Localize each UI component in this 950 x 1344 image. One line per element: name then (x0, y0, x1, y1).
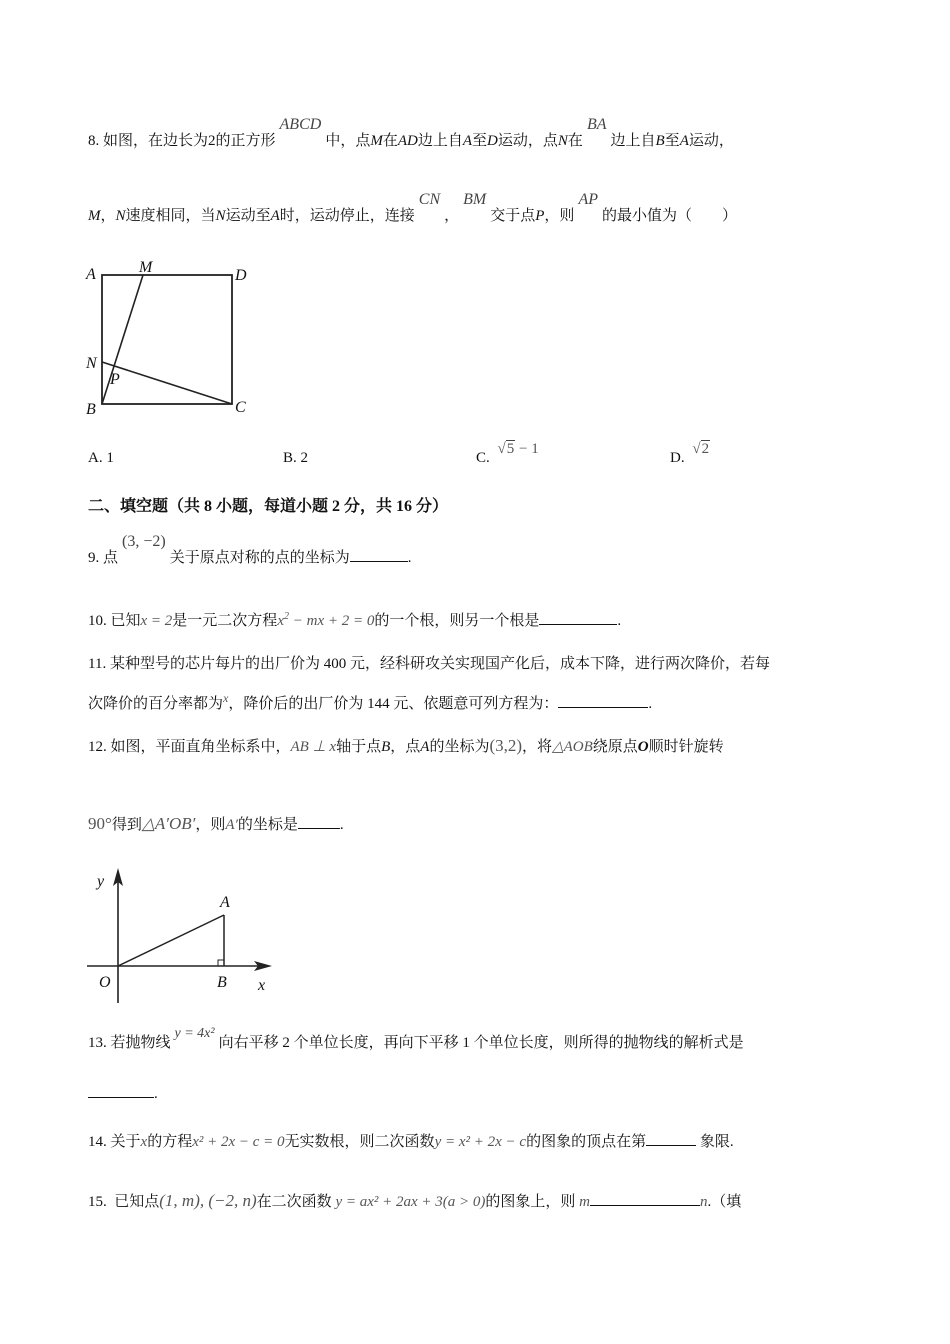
text: 若抛物线 (110, 1035, 171, 1051)
text: 的图象的顶点在第 (526, 1134, 647, 1150)
math-m: M (88, 208, 101, 224)
text: 如图，平面直角坐标系中， (110, 739, 291, 755)
math-m: m (579, 1194, 590, 1210)
math-coord: (3,2) (489, 736, 523, 755)
label-b: B (86, 401, 96, 418)
math-points: (1, m), (−2, n) (159, 1191, 257, 1210)
math-equation: x² + 2x − c = 0 (192, 1134, 285, 1150)
label-b: B (217, 974, 227, 991)
math-o: O (637, 739, 649, 755)
text: . (339, 817, 344, 833)
option-value-sqrt5-minus-1: √5 − 1 (497, 441, 539, 457)
text: 中，点 (325, 133, 371, 149)
question-number: 10. (88, 613, 111, 629)
text: 点 (103, 550, 119, 566)
math-function: y = x² + 2x − c (434, 1134, 527, 1150)
text: 运动，点 (497, 133, 558, 149)
math-ab-perp-x: AB ⊥ x (290, 739, 337, 755)
text: 的正方形 (215, 133, 276, 149)
math-n: N (115, 208, 126, 224)
math-triangle-aob: △AOB (552, 739, 593, 755)
math-p: P (535, 208, 545, 224)
segment-oa (118, 915, 224, 966)
text: 2 (208, 133, 216, 149)
math-m: M (370, 133, 383, 149)
math-angle: 90° (88, 814, 112, 833)
option-value: 1 (106, 450, 114, 466)
text: 无实数根，则二次函数 (284, 1134, 435, 1150)
option-letter: A. (88, 450, 103, 466)
radicand: 2 (701, 441, 710, 457)
text: 次降价的百分率都为 (88, 696, 224, 712)
text: 顺时针旋转 (648, 739, 724, 755)
label-d: D (235, 267, 247, 284)
text: 边上自 (417, 133, 463, 149)
math-d: D (487, 133, 498, 149)
text: ，点 (390, 739, 421, 755)
math-x: x (223, 691, 229, 705)
math-ba: BA (586, 116, 607, 133)
text: 的坐标是 (237, 817, 298, 833)
text: 在 (567, 133, 583, 149)
math-b: B (381, 739, 391, 755)
text: 交于点 (490, 208, 536, 224)
text: . (648, 696, 653, 712)
q14-line (88, 1131, 734, 1152)
question-number: 14. (88, 1134, 111, 1150)
text: 如图，在边长为 (103, 133, 209, 149)
text: 绕原点 (592, 739, 638, 755)
question-number: 9. (88, 550, 103, 566)
text: 的一个根，则另一个根是 (374, 613, 540, 629)
text: 运动， (688, 133, 734, 149)
label-y: y (97, 873, 105, 890)
label-c: C (235, 399, 246, 416)
text: ，将 (522, 739, 553, 755)
text: 关于原点对称的点的坐标为 (169, 550, 350, 566)
text: 轴于点 (336, 739, 382, 755)
answer-blank[interactable] (646, 1131, 696, 1146)
label-m: M (139, 259, 153, 276)
text: 运动至 (225, 208, 271, 224)
math-point: (3, −2) (122, 533, 166, 550)
text: 是一元二次方程 (172, 613, 278, 629)
exponent: 2 (283, 611, 289, 622)
math-a: A (679, 133, 689, 149)
text: 边上自 (610, 133, 656, 149)
math-x: x (140, 1134, 148, 1150)
text: 速度相同，当 (125, 208, 216, 224)
text: 时，运动停止，连接 (279, 208, 415, 224)
q11-line1: 11. 某种型号的芯片每片的出厂价为 400 元，经科研攻关实现国产化后，成本下降，进行两次降价，若每 (88, 656, 770, 672)
q13-line2 (88, 1083, 158, 1104)
math-n: N (215, 208, 226, 224)
question-number: 8. (88, 133, 103, 149)
text: ， (100, 208, 116, 224)
label-o: O (99, 974, 111, 991)
math-n: n (700, 1194, 708, 1210)
text: 的方程 (147, 1134, 193, 1150)
answer-blank[interactable] (88, 1083, 154, 1098)
math-function: y = ax² + 2ax + 3(a > 0) (335, 1194, 486, 1210)
text: 向右平移 2 个单位长度，再向下平移 1 个单位长度，则所得的抛物线的解析式是 (218, 1035, 744, 1051)
math-n: N (557, 133, 568, 149)
q13-line1 (88, 1026, 744, 1054)
question-number: 15. (88, 1194, 111, 1210)
label-n: N (86, 355, 97, 372)
text: .（填 (707, 1194, 742, 1210)
label-p: P (110, 371, 120, 388)
section-heading: 二、填空题（共 8 小题，每道小题 2 分，共 16 分） (88, 498, 449, 515)
math-a: A (420, 739, 430, 755)
math-cn: CN (418, 191, 441, 208)
math-x-eq-2: x = 2 (140, 613, 173, 629)
math-ap: AP (578, 191, 598, 208)
text: ，则 (195, 817, 226, 833)
text: 象限. (699, 1134, 734, 1150)
math-ad: AD (397, 133, 418, 149)
text: ，则 (544, 208, 575, 224)
text: 已知 (110, 613, 141, 629)
text: 在二次函数 (256, 1194, 332, 1210)
text: ， (444, 208, 460, 224)
option-letter: D. (670, 450, 685, 466)
text: 在 (382, 133, 398, 149)
label-a: A (86, 266, 96, 283)
text: ，降价后的出厂价为 144 元、依题意可列方程为： (228, 696, 559, 712)
math-triangle-a-o-b-prime: △A′OB′ (141, 814, 196, 833)
text: . (154, 1086, 158, 1102)
radicand: 5 (506, 441, 515, 457)
right-angle-mark (218, 960, 224, 966)
text: . (617, 613, 622, 629)
option-letter: C. (476, 450, 490, 466)
math-abcd: ABCD (279, 116, 322, 133)
option-value-sqrt2: √2 (692, 441, 710, 457)
text: 至 (664, 133, 680, 149)
text: − mx + 2 = 0 (288, 613, 375, 629)
text: 的坐标为 (429, 739, 490, 755)
text: . (407, 550, 412, 566)
math-a: A (462, 133, 473, 149)
math-a: A (270, 208, 280, 224)
label-a: A (220, 894, 230, 911)
text: 的图象上，则 (485, 1194, 576, 1210)
text: 关于 (110, 1134, 141, 1150)
option-letter: B. (283, 450, 297, 466)
text: 已知点 (114, 1194, 160, 1210)
text: 至 (472, 133, 488, 149)
answer-blank[interactable] (590, 1191, 700, 1206)
math-b: B (655, 133, 665, 149)
math-bm: BM (463, 191, 487, 208)
math-a-prime: A′ (225, 817, 238, 833)
q15-line (88, 1191, 741, 1212)
text: − 1 (515, 441, 539, 457)
text: 的最小值为（ ） (601, 208, 737, 224)
label-x: x (258, 977, 266, 994)
text: x (277, 613, 284, 629)
option-value: 2 (300, 450, 309, 466)
question-number: 13. (88, 1035, 111, 1051)
text: 得到 (111, 817, 142, 833)
math-parabola: y = 4x² (174, 1026, 215, 1041)
question-number: 12. (88, 739, 111, 755)
